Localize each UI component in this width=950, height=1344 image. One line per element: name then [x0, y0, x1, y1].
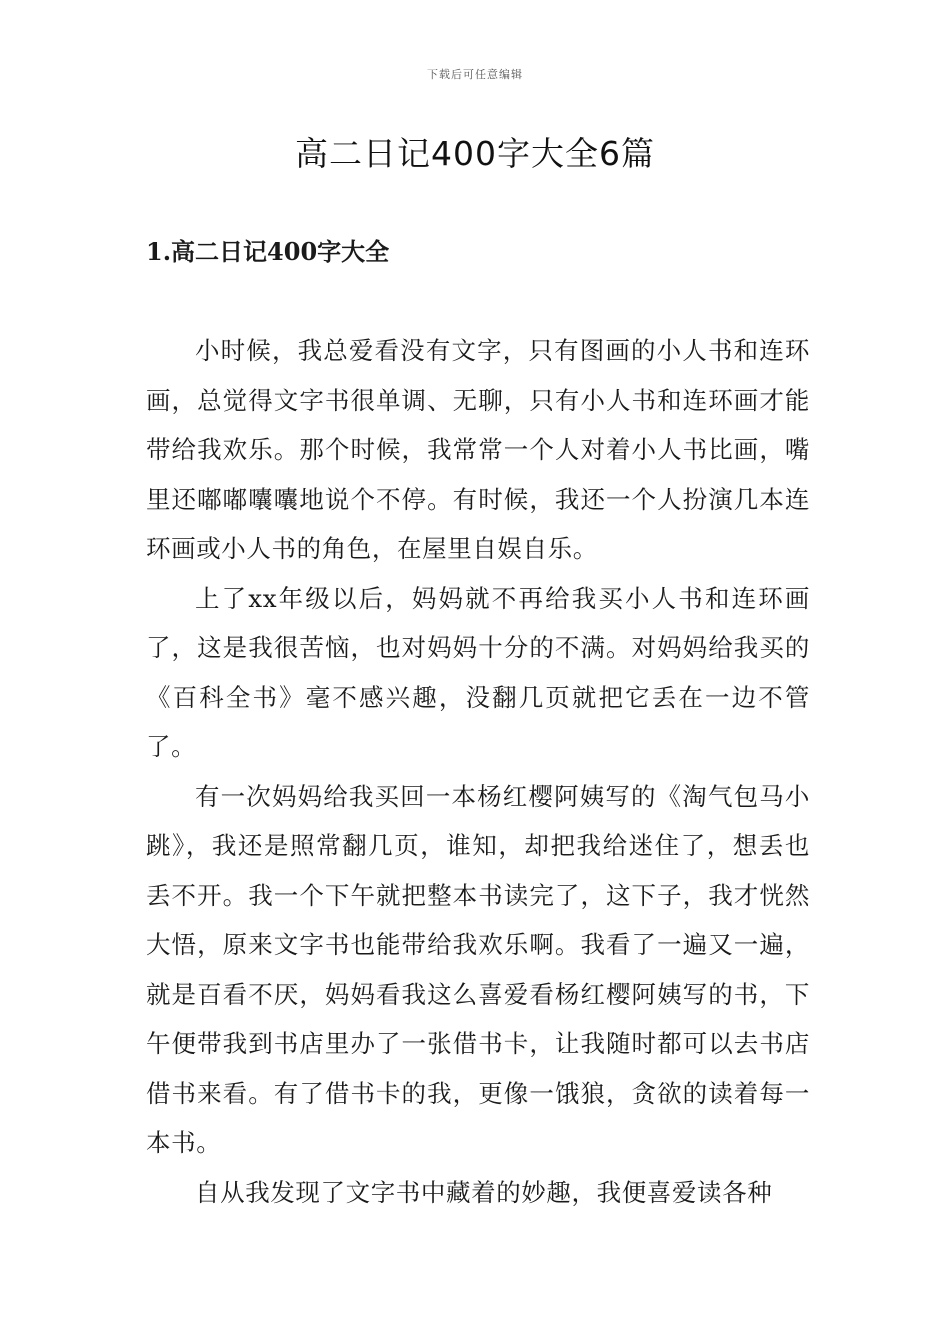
- header-note: 下载后可任意编辑: [427, 68, 523, 81]
- document-title: 高二日记400字大全6篇: [295, 134, 655, 173]
- paragraph: 有一次妈妈给我买回一本杨红樱阿姨写的《淘气包马小跳》，我还是照常翻几页，谁知，却把我给迷住了，想丢也丢不开。我一个下午就把整本书读完了，这下子，我才恍然大悟，原来文字书也能带给我欢乐啊。我看了一遍又一遍，就是百看不厌，妈妈看我这么喜爱看杨红樱阿姨写的书，下午便带我到书店里办了一张借书卡，让我随时都可以去书店借书来看。有了借书卡的我，更像一饿狼，贪欲的读着每一本书。: [146, 781, 810, 1157]
- paragraph: 上了xx年级以后，妈妈就不再给我买小人书和连环画了，这是我很苦恼，也对妈妈十分的不满。对妈妈给我买的《百科全书》毫不感兴趣，没翻几页就把它丢在一边不管了。: [146, 583, 810, 761]
- paragraph: 小时候，我总爱看没有文字，只有图画的小人书和连环画，总觉得文字书很单调、无聊，只有小人书和连环画才能带给我欢乐。那个时候，我常常一个人对着小人书比画，嘴里还嘟嘟囔囔地说个不停。有时候，我还一个人扮演几本连环画或小人书的角色，在屋里自娱自乐。: [146, 336, 810, 563]
- paragraph: 自从我发现了文字书中藏着的妙趣，我便喜爱读各种: [195, 1177, 773, 1207]
- section-heading: 1.高二日记400字大全: [146, 237, 390, 266]
- body-text: [146, 326, 810, 1217]
